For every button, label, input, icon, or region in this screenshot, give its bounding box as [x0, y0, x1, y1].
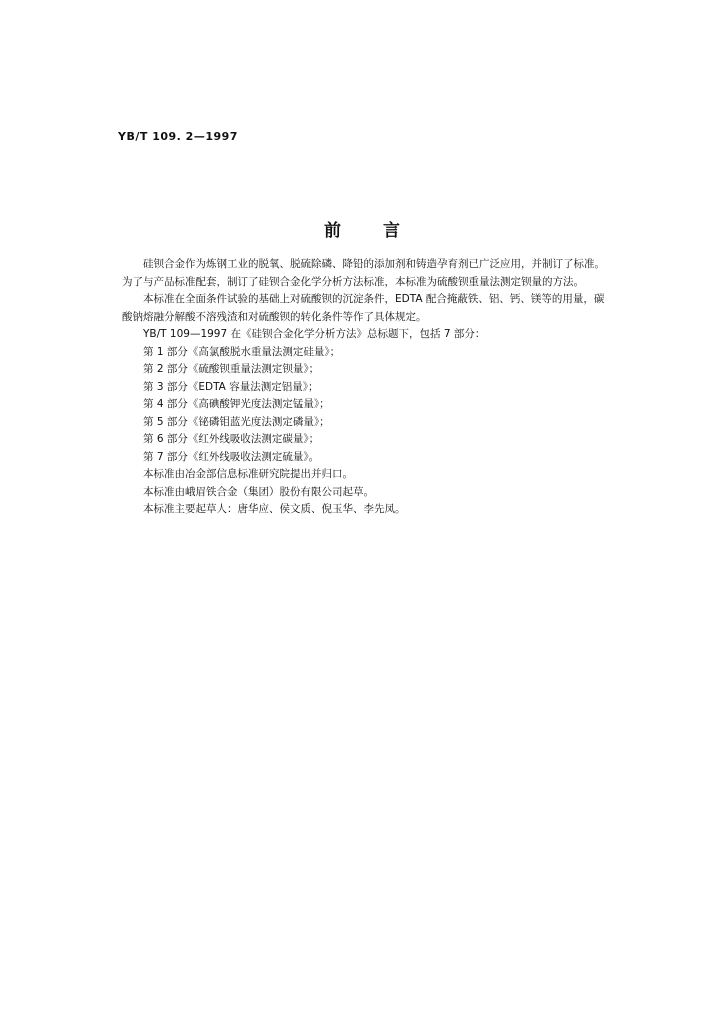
part-list-item: 第 2 部分《硫酸钡重量法测定钡量》； [143, 363, 320, 375]
paragraph-line: 为了与产品标准配套，制订了硅钡合金化学分析方法标准，本标准为硫酸钡重量法测定钡量的方法。 [122, 275, 584, 288]
part-list-item: 第 5 部分《铋磷钼蓝光度法测定磷量》； [143, 415, 330, 428]
part-list-item: 第 6 部分《红外线吸收法测定碳量》； [143, 433, 320, 445]
standard-number: YB/T 109. 2—1997 [118, 130, 238, 143]
paragraph-line: 本标准由峨眉铁合金（集团）股份有限公司起草。 [143, 485, 374, 498]
part-list-item: 第 3 部分《EDTA 容量法测定铝量》； [143, 380, 319, 393]
paragraph-line: YB/T 109—1997 在《硅钡合金化学分析方法》总标题下，包括 7 部分： [143, 328, 486, 340]
paragraph-line: 本标准主要起草人：唐华应、侯文质、倪玉华、李先凤。 [143, 503, 406, 515]
title-char-1: 前 [324, 221, 341, 241]
page-title [0, 216, 724, 241]
title-char-2: 言 [383, 221, 400, 241]
paragraph-line: 本标准在全面条件试验的基础上对硫酸钡的沉淀条件，EDTA 配合掩蔽铁、铝、钙、镁等的用量，碳 [143, 293, 605, 305]
part-list-item: 第 7 部分《红外线吸收法测定硫量》。 [143, 450, 320, 463]
part-list-item: 第 1 部分《高氯酸脱水重量法测定硅量》； [143, 345, 341, 358]
paragraph-line: 本标准由冶金部信息标准研究院提出并归口。 [143, 468, 353, 480]
foreword-body [122, 256, 632, 519]
part-list-item: 第 4 部分《高碘酸钾光度法测定锰量》； [143, 398, 330, 410]
paragraph-line: 酸钠熔融分解酸不溶残渣和对硫酸钡的转化条件等作了具体规定。 [122, 310, 427, 323]
paragraph-line: 硅钡合金作为炼钢工业的脱氧、脱硫除磷、降铅的添加剂和铸造孕育剂已广泛应用，并制订了标准。 [143, 258, 605, 270]
